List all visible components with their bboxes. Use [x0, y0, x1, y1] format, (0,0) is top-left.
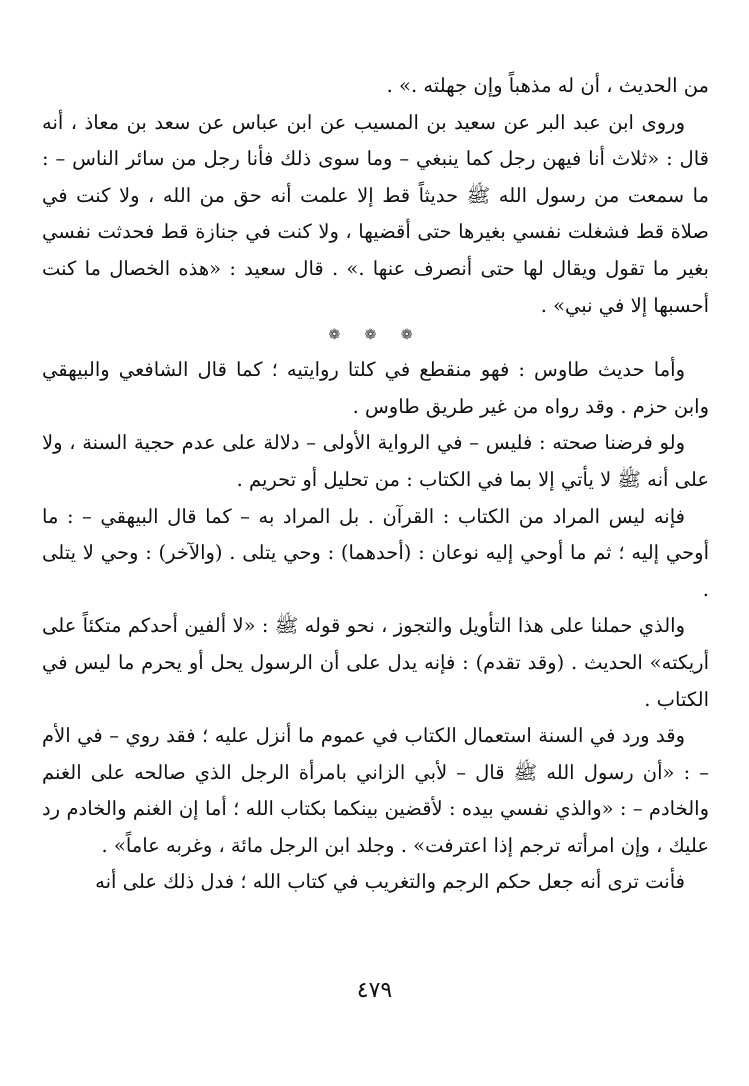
paragraph-5: فإنه ليس المراد من الكتاب : القرآن . بل المراد به – كما قال البيهقي – : ما أوحي إليه ؛ ثم ما أوحي إليه نوعان : (أحدهما) : وحي يتلى . (والآخر) : وحي لا يتلى .	[42, 504, 709, 601]
paragraph-8: فأنت ترى أنه جعل حكم الرجم والتغريب في كتاب الله ؛ فدل ذلك على أنه	[95, 870, 685, 894]
body-text	[42, 68, 709, 901]
section-separator: ❁ ❁ ❁	[328, 327, 423, 344]
paragraph-7: وقد ورد في السنة استعمال الكتاب في عموم ما أنزل عليه ؛ فقد روي – في الأم – : «أن رسول الله ﷺ قال – لأبي الزاني بامرأة الرجل الذي صالحه على الغنم والخادم – : «والذي نفسي بيده : لأقضين بينكما بكتاب الله ؛ أما إن الغنم والخادم رد عليك ، وإن امرأته ترجم إذا اعترفت» . وجلد ابن الرجل مائة ، وغربه عاماً» .	[42, 724, 709, 857]
paragraph-6: والذي حملنا على هذا التأويل والتجوز ، نحو قوله ﷺ : «لا ألفين أحدكم متكئاً على أريكته» الحديث . (وقد تقدم) : فإنه يدل على أن الرسول يحل أو يحرم ما ليس في الكتاب .	[42, 614, 709, 711]
page-number: ٤٧٩	[356, 978, 393, 1003]
paragraph-3: وأما حديث طاوس : فهو منقطع في كلتا روايتيه ؛ كما قال الشافعي والبيهقي وابن حزم . وقد رواه من غير طريق طاوس .	[42, 358, 709, 418]
paragraph-4: ولو فرضنا صحته : فليس – في الرواية الأولى – دلالة على عدم حجية السنة ، ولا على أنه ﷺ لا يأتي إلا بما في الكتاب : من تحليل أو تحريم .	[42, 431, 709, 491]
paragraph-1: من الحديث ، أن له مذهباً وإن جهلته .» .	[386, 74, 709, 97]
paragraph-2: وروى ابن عبد البر عن سعيد بن المسيب عن ابن عباس عن سعد بن معاذ ، أنه قال : «ثلاث أنا فيهن رجل كما ينبغي – وما سوى ذلك فأنا رجل من سائر الناس – : ما سمعت من رسول الله ﷺ حديثاً قط إلا علمت أنه حق من الله ، ولا كنت في صلاة قط فشغلت نفسي بغيرها حتى أقضيها ، ولا كنت في جنازة قط فحدثت نفسي بغير ما تقول ويقال لها حتى أنصرف عنها .» . قال سعيد : «هذه الخصال ما كنت أحسبها إلا في نبي» .	[42, 110, 709, 317]
